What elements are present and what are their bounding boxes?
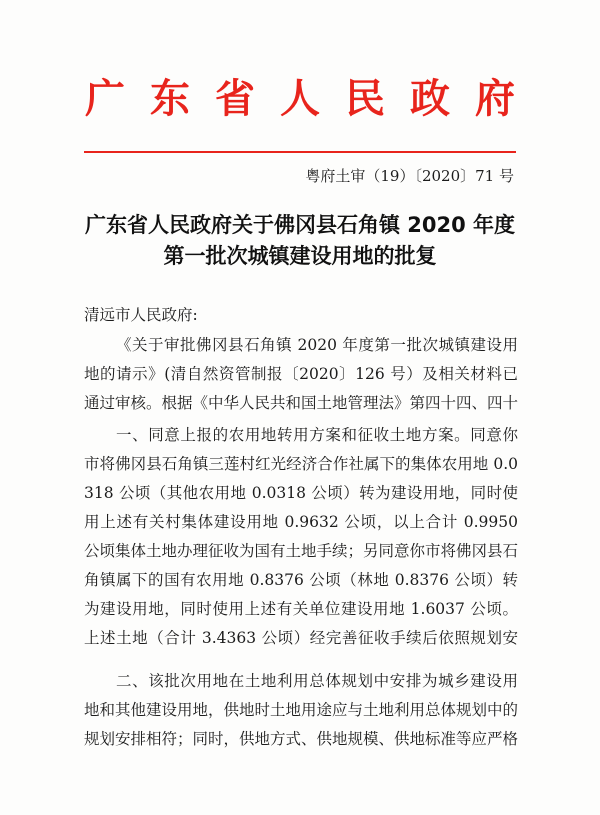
masthead-red-rule [84, 151, 516, 153]
paragraph-2: 一、同意上报的农用地转用方案和征收土地方案。同意你市将佛冈县石角镇三莲村红光经济合作社属下的集体农用地 0.0318 公顷（其他农用地 0.0318 公顷）转为建设用地，同时使用上述有关村集体建设用地 0.9632 公顷，以上合计 0.9950 公顷集体土地办理征收为国有土地手续；另同意你市将佛冈县石角镇属下的国有农用地 0.8376 公顷（林地 0.8376 公顷）转为建设用地，同时使用上述有关单位建设用地 1.6037 公顷。上述土地（合计 3.4363 公顷）经完善征收手续后依照规划安 [84, 426, 518, 647]
paragraph-3: 二、该批次用地在土地利用总体规划中安排为城乡建设用地和其他建设用地，供地时土地用途应与土地利用总体规划中的规划安排相符；同时，供地方式、供地规模、供地标准等应严格 [84, 672, 518, 748]
document-title [60, 210, 540, 272]
salutation: 清远市人民政府: [84, 306, 198, 324]
issuer-masthead: 广东省人民政府 [85, 76, 540, 122]
title-line-2: 第一批次城镇建设用地的批复 [163, 244, 437, 268]
title-line-1: 广东省人民政府关于佛冈县石角镇 2020 年度 [84, 213, 516, 237]
document-body [84, 331, 518, 782]
document-number: 粤府土审（19）〔2020〕71 号 [305, 167, 514, 185]
paragraph-1: 《关于审批佛冈县石角镇 2020 年度第一批次城镇建设用地的请示》(清自然资管制报〔2020〕126 号）及相关材料已通过审核。根据《中华人民共和国土地管理法》第四十四、四十 [84, 336, 518, 412]
